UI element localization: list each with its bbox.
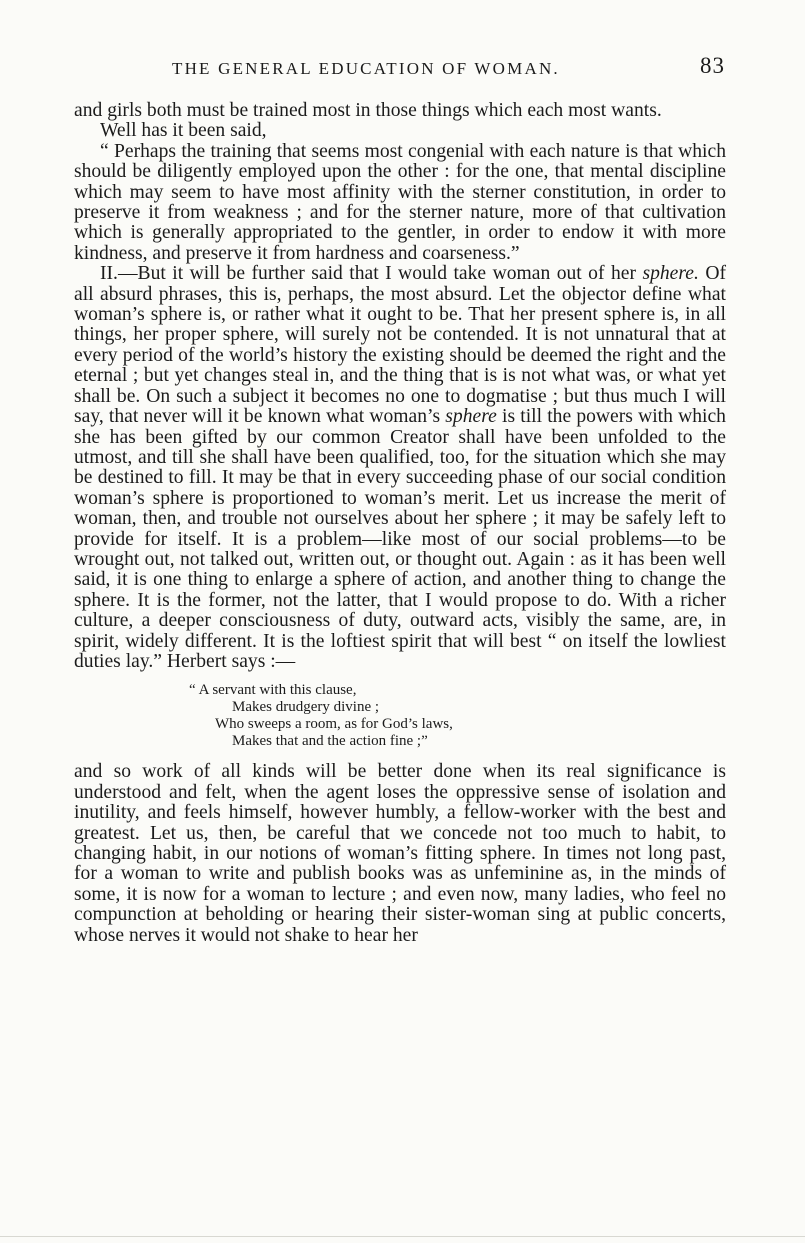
verse-line: Who sweeps a room, as for God’s laws, xyxy=(215,716,453,733)
paragraph-3-quotation: “ Perhaps the training that seems most congenial with each nature is that which should be diligently employed upon the other : for the one, that mental discipline which may seem to have most affinity with the sterner constitution, in order to preserve it from weakness ; and for the sterner nature, more of that cultivation which is generally appropriated to the gentler, in order to endow it with more kindness, and preserve it from hardness and coarseness.” xyxy=(74,140,726,264)
page-bottom-edge xyxy=(0,1236,805,1237)
paragraph-1: and girls both must be trained most in those things which each most wants. xyxy=(74,100,662,121)
italic-sphere-2: sphere xyxy=(445,406,497,428)
paragraph-2: Well has it been said, xyxy=(100,120,267,142)
italic-sphere-1: sphere. xyxy=(642,263,699,285)
verse-line: “ A servant with this clause, xyxy=(189,682,357,699)
herbert-verse xyxy=(74,682,726,750)
verse-line: Makes that and the action fine ;” xyxy=(232,733,428,750)
paragraph-4-part-c: is till the powers with which she has been gifted by our common Creator shall have been unfolded to the utmost, and till she shall have been qualified, too, for the situation which she may be destined to fill. It may be that in every succeeding phase of our social condition woman’s sphere is proportioned to woman’s merit. Let us increase the merit of woman, then, and trouble not ourselves about her sphere ; it may be safely left to provide for itself. It is a problem—like most of our social problems—to be wrought out, not talked out, written out, or thought out. Again : as it has been well said, it is one thing to enlarge a sphere of action, and another thing to change the sphere. It is the former, not the latter, that I would propose to do. With a richer culture, a deeper consciousness of duty, outward acts, visibly the same, are, in spirit, widely different. It is the loftiest spirit that will best “ on itself the lowliest duties lay.” Herbert says :— xyxy=(74,406,726,672)
paragraph-4 xyxy=(74,264,726,672)
running-title: THE GENERAL EDUCATION OF WOMAN. xyxy=(172,59,560,78)
paragraph-4-part-b: Of all absurd phrases, this is, perhaps, the most absurd. Let the objector define what woman’s sphere is, or rather what it ought to be. That her present sphere is, in all things, her proper sphere, will surely not be contended. It is not unnatural that at every period of the world’s history the existing should be deemed the right and the eternal ; but yet changes steal in, and the thing that is is not what was, or what yet shall be. On such a subject it becomes no one to dogmatise ; but thus much I will say, that never will it be known what woman’s xyxy=(74,263,726,428)
verse-line: Makes drudgery divine ; xyxy=(232,699,380,716)
body-text xyxy=(74,101,726,946)
paragraph-5: and so work of all kinds will be better done when its real significance is understood and felt, when the agent loses the oppressive sense of isolation and inutility, and feels himself, however humbly, a fellow-worker with the best and greatest. Let us, then, be careful that we concede not too much to habit, to changing habit, in our notions of woman’s fitting sphere. In times not long past, for a woman to write and publish books was as unfeminine as, in the minds of some, it is now for a woman to lecture ; and even now, many ladies, who feel no compunction at beholding or hearing their sister-woman sing at public concerts, whose nerves it would not shake to hear her xyxy=(74,761,726,946)
paragraph-4-part-a: II.—But it will be further said that I would take woman out of her xyxy=(100,263,636,285)
page-number: 83 xyxy=(700,53,725,78)
running-header xyxy=(100,53,725,83)
